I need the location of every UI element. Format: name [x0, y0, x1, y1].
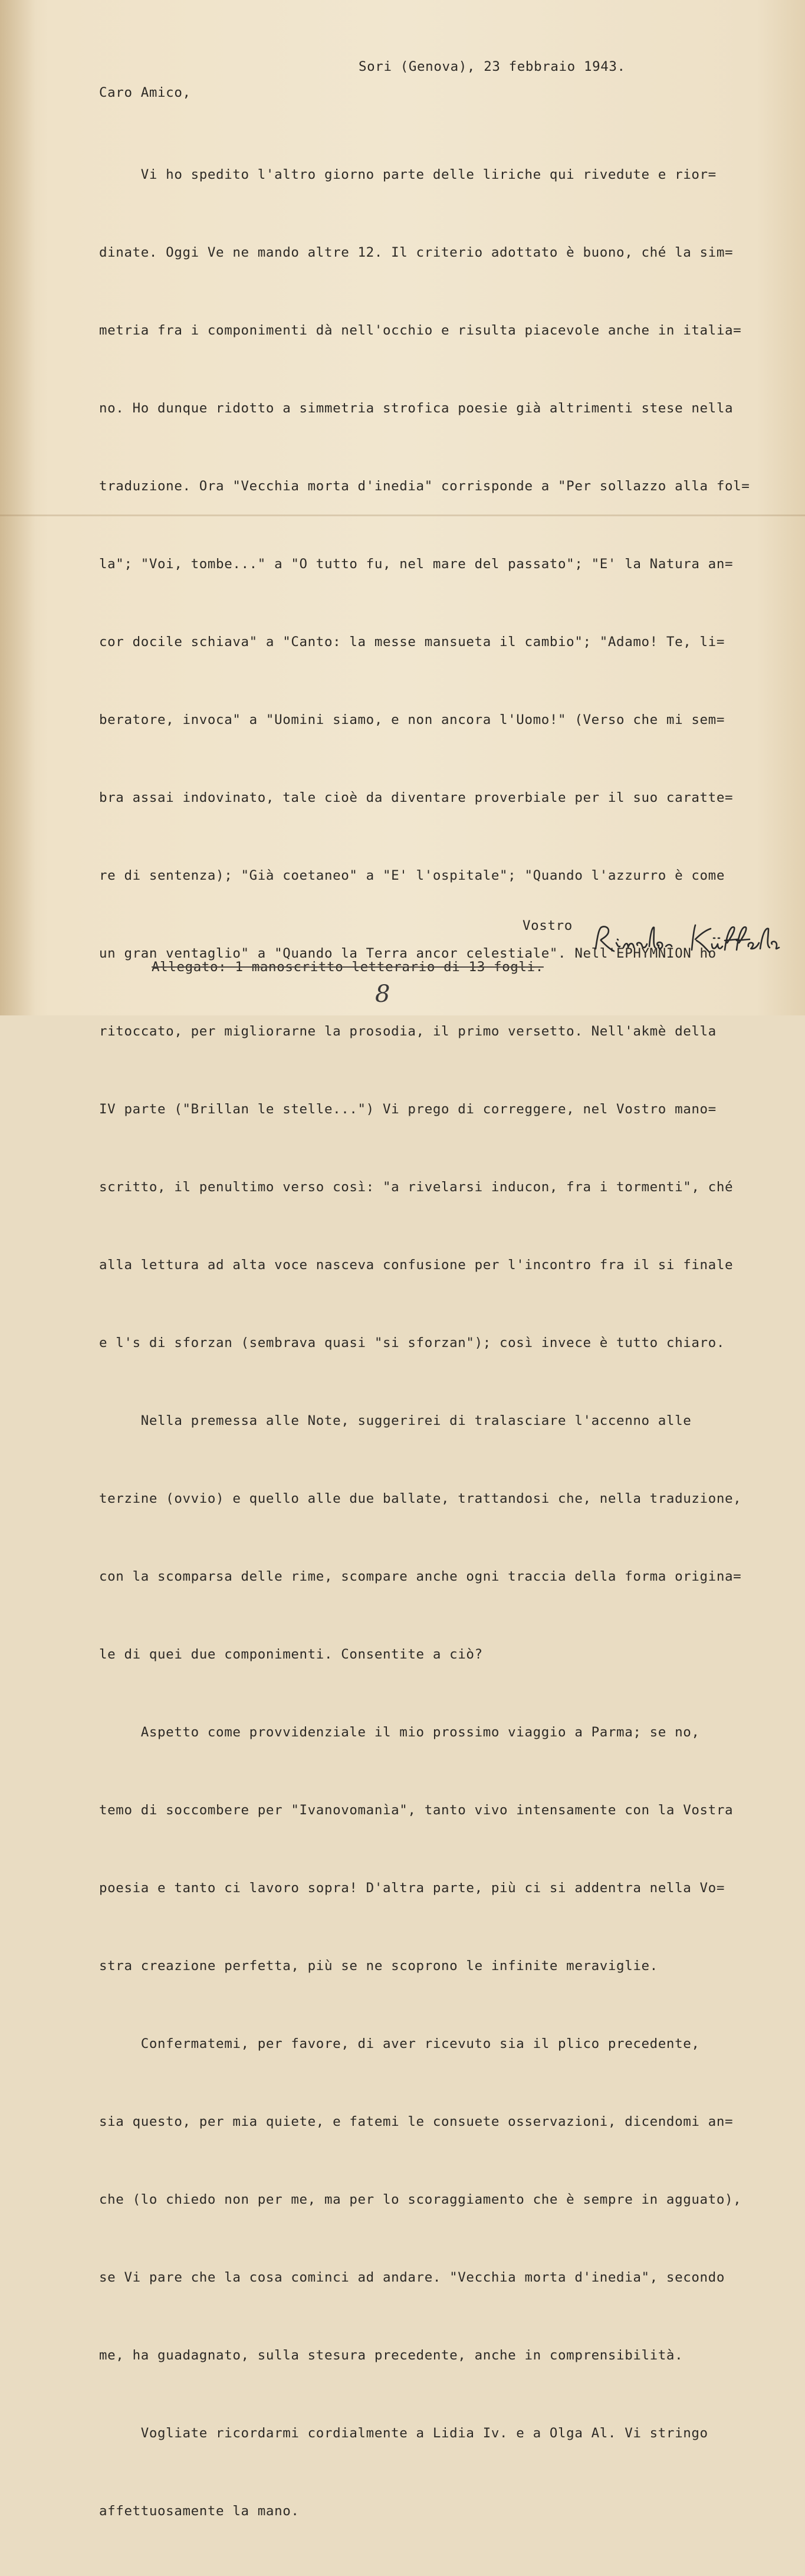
paper-edge-stain [0, 0, 35, 1015]
body-line: terzine (ovvio) e quello alle due ballate, trattandosi che, nella traduzione, [99, 1491, 742, 1506]
closing: Vostro [523, 918, 573, 933]
body-line: scritto, il penultimo verso così: "a rivelarsi inducon, fra i tormenti", ché [99, 1179, 734, 1195]
letter-body [99, 110, 750, 2576]
body-line: temo di soccombere per "Ivanovomanìa", tanto vivo intensamente con la Vostra [99, 1802, 734, 1818]
body-line: me, ha guadagnato, sulla stesura precedente, anche in comprensibilità. [99, 2348, 684, 2363]
body-line: IV parte ("Brillan le stelle...") Vi prego di correggere, nel Vostro mano= [99, 1102, 717, 1117]
body-line: Vi ho spedito l'altro giorno parte delle liriche qui rivedute e rior= [99, 167, 717, 182]
body-line: e l's di sforzan (sembrava quasi "si sforzan"); così invece è tutto chiaro. [99, 1335, 725, 1351]
body-line: cor docile schiava" a "Canto: la messe mansueta il cambio"; "Adamo! Te, li= [99, 634, 725, 650]
body-line: re di sentenza); "Già coetaneo" a "E' l'ospitale"; "Quando l'azzurro è come [99, 868, 725, 883]
body-line: alla lettura ad alta voce nasceva confusione per l'incontro fra il si finale [99, 1257, 734, 1273]
salutation: Caro Amico, [99, 85, 191, 100]
body-line: sia questo, per mia quiete, e fatemi le consuete osservazioni, dicendomi an= [99, 2114, 734, 2129]
body-line: beratore, invoca" a "Uomini siamo, e non ancora l'Uomo!" (Verso che mi sem= [99, 712, 725, 727]
body-line: che (lo chiedo non per me, ma per lo scoraggiamento che è sempre in agguato), [99, 2192, 742, 2207]
attachment-note: Allegato: 1 manoscritto letterario di 13 fogli. [152, 959, 544, 975]
body-line: un gran ventaglio" a "Quando la Terra ancor celestiale". Nell'EPHYMNION ho [99, 946, 717, 961]
body-line: Nella premessa alle Note, suggerirei di tralasciare l'accenno alle [99, 1413, 692, 1428]
body-line: stra creazione perfetta, più se ne scoprono le infinite meraviglie. [99, 1958, 658, 1974]
body-line: con la scomparsa delle rime, scompare anche ogni traccia della forma origina= [99, 1569, 742, 1584]
body-line: Vogliate ricordarmi cordialmente a Lidia Iv. e a Olga Al. Vi stringo [99, 2426, 708, 2441]
page-number: 8 [375, 981, 390, 1008]
body-line: le di quei due componimenti. Consentite a ciò? [99, 1647, 483, 1662]
body-line: dinate. Oggi Ve ne mando altre 12. Il criterio adottato è buono, ché la sim= [99, 245, 734, 260]
handwritten-signature [593, 919, 781, 961]
body-line: traduzione. Ora "Vecchia morta d'inedia" corrisponde a "Per sollazzo alla fol= [99, 479, 750, 494]
body-line: Aspetto come provvidenziale il mio prossimo viaggio a Parma; se no, [99, 1725, 700, 1740]
body-line: se Vi pare che la cosa cominci ad andare. "Vecchia morta d'inedia", secondo [99, 2270, 725, 2285]
body-line: Confermatemi, per favore, di aver ricevuto sia il plico precedente, [99, 2036, 700, 2051]
body-line: metria fra i componimenti dà nell'occhio e risulta piacevole anche in italia= [99, 323, 742, 338]
body-line: affettuosamente la mano. [99, 2503, 300, 2519]
body-line: ritoccato, per migliorarne la prosodia, il primo versetto. Nell'akmè della [99, 1024, 717, 1039]
body-line: poesia e tanto ci lavoro sopra! D'altra parte, più ci si addentra nella Vo= [99, 1880, 725, 1896]
body-line: bra assai indovinato, tale cioè da diventare proverbiale per il suo caratte= [99, 790, 734, 805]
body-line: no. Ho dunque ridotto a simmetria strofica poesie già altrimenti stese nella [99, 401, 734, 416]
dateline: Sori (Genova), 23 febbraio 1943. [359, 59, 626, 74]
body-line: la"; "Voi, tombe..." a "O tutto fu, nel mare del passato"; "E' la Natura an= [99, 556, 734, 572]
